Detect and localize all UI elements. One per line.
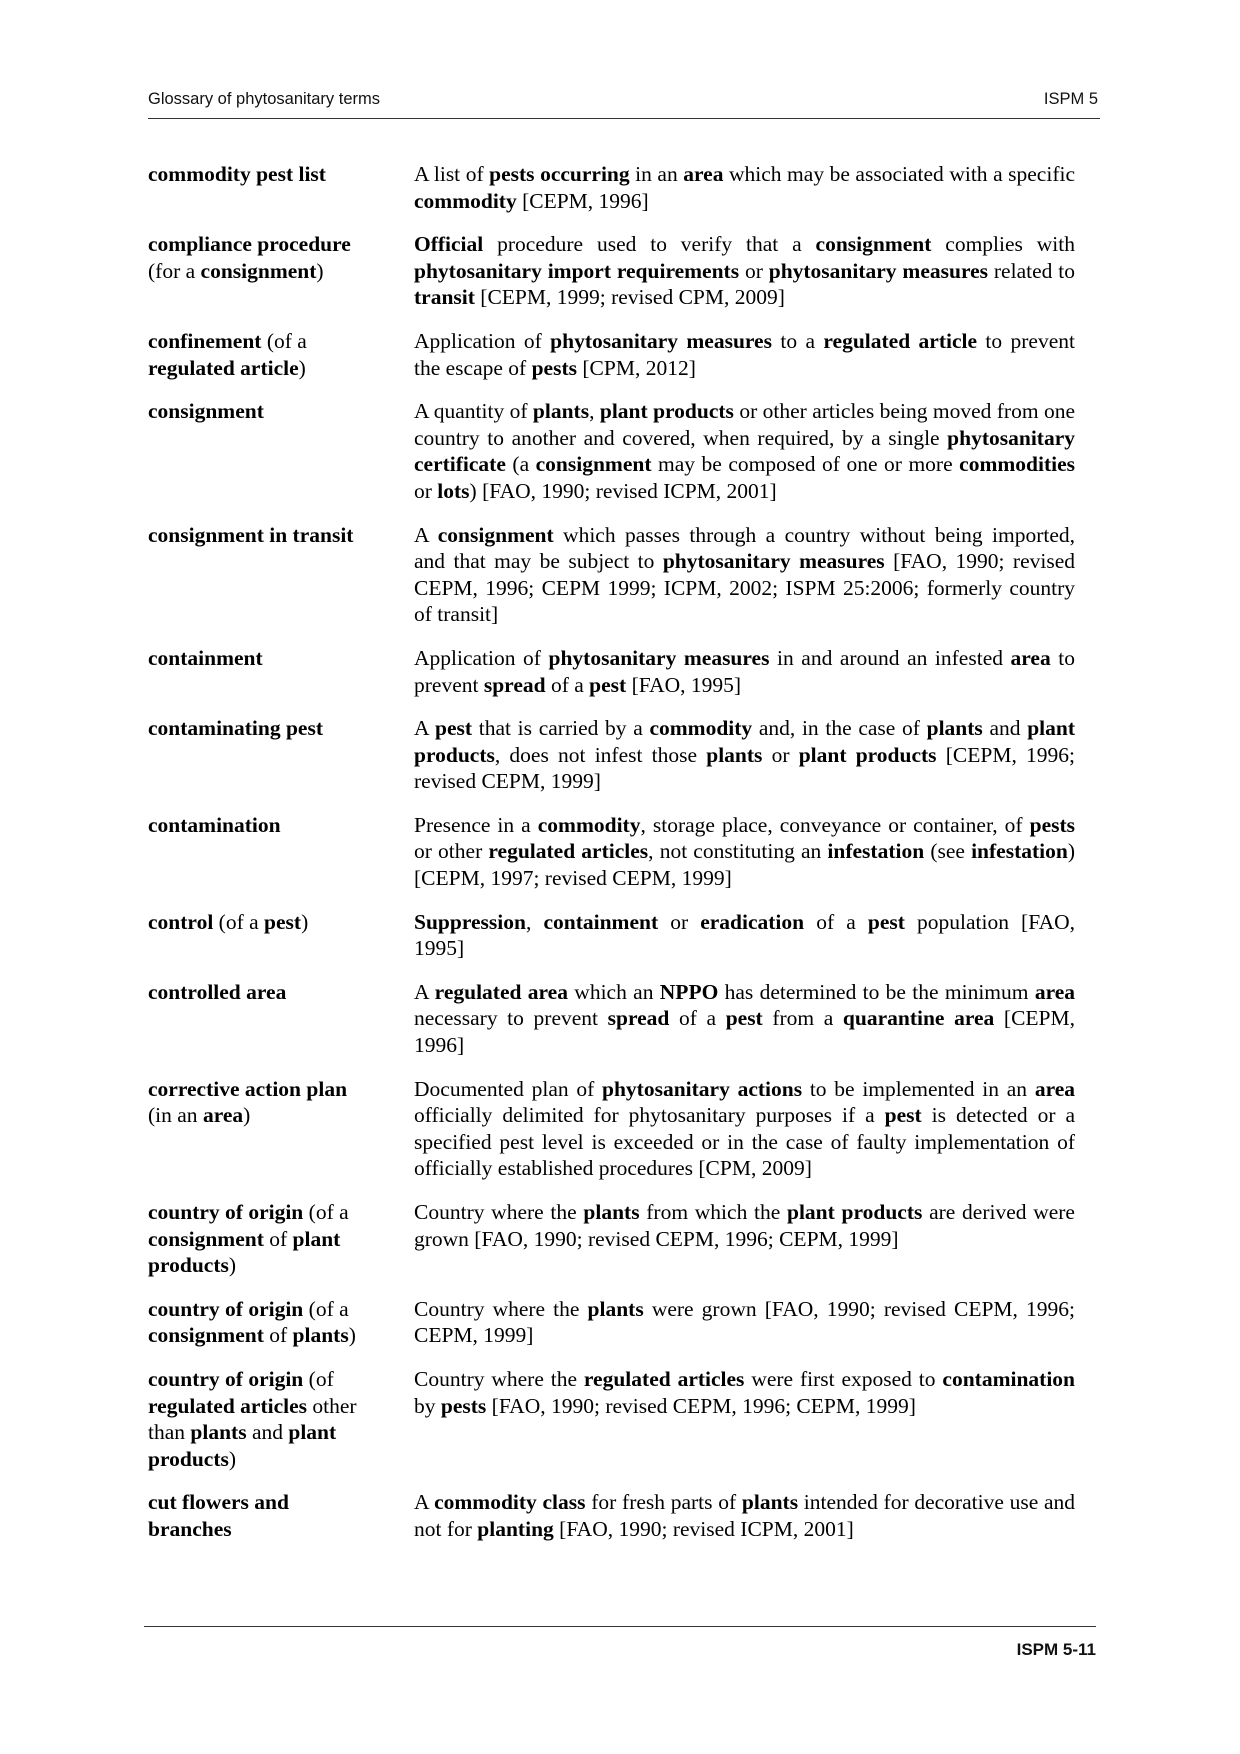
glossary-definition bbox=[414, 812, 1075, 892]
document-title: Glossary of phytosanitary terms bbox=[148, 90, 380, 108]
term-text: ) bbox=[298, 355, 306, 380]
definition-text: , bbox=[589, 399, 600, 424]
definition-text: which may be associated with a specific bbox=[723, 162, 1075, 186]
glossary-entry bbox=[148, 1489, 1075, 1542]
term-bold-text: products bbox=[148, 1446, 229, 1471]
term-bold-text: cut flowers and bbox=[148, 1490, 289, 1515]
glossary-entry bbox=[148, 231, 1075, 311]
definition-bold-text: plants bbox=[532, 399, 590, 424]
definition-text: [CPM, 2012] bbox=[577, 355, 696, 380]
term-text: ) bbox=[301, 909, 309, 934]
definition-text: A list of bbox=[414, 162, 490, 186]
glossary-entry bbox=[148, 328, 1075, 381]
term-bold-text: consignment bbox=[200, 258, 317, 283]
glossary-term bbox=[148, 1076, 414, 1182]
definition-text: to prevent the escape of bbox=[414, 328, 1075, 380]
definition-bold-text: eradication bbox=[700, 909, 805, 934]
definition-text: , not constituting an bbox=[648, 839, 828, 864]
definition-text: necessary to prevent bbox=[414, 1006, 608, 1031]
glossary-term bbox=[148, 1296, 414, 1349]
definition-text: for fresh parts of bbox=[585, 1490, 742, 1515]
definition-text: of a bbox=[669, 1006, 726, 1031]
glossary-term bbox=[148, 231, 414, 311]
definition-bold-text: plants bbox=[583, 1200, 640, 1224]
definition-text: Presence in a bbox=[414, 812, 538, 837]
definition-text: from a bbox=[762, 1006, 843, 1031]
definition-bold-text: spread bbox=[607, 1006, 670, 1031]
definition-text: officially delimited for phytosanitary purposes if a bbox=[414, 1103, 885, 1128]
definition-bold-text: plant products bbox=[599, 399, 734, 424]
glossary-term bbox=[148, 328, 414, 381]
glossary-definition bbox=[414, 522, 1075, 628]
definition-bold-text: area bbox=[1034, 979, 1076, 1004]
term-bold-text: products bbox=[148, 1253, 229, 1278]
definition-bold-text: plants bbox=[706, 742, 763, 767]
term-bold-text: country of origin bbox=[148, 1200, 304, 1224]
definition-text: of a bbox=[545, 672, 590, 697]
glossary-entry bbox=[148, 1296, 1075, 1349]
definition-bold-text: regulated area bbox=[434, 979, 568, 1004]
glossary-entry bbox=[148, 1366, 1075, 1472]
glossary-entry bbox=[148, 812, 1075, 892]
definition-text: [CEPM, 1996; revised CEPM, 1999] bbox=[414, 742, 1075, 794]
glossary-term bbox=[148, 161, 414, 214]
term-text: (of bbox=[303, 1366, 334, 1391]
definition-text: may be composed of one or more bbox=[651, 452, 960, 477]
definition-text: , bbox=[525, 909, 544, 934]
definition-text: Country where the bbox=[414, 1366, 584, 1391]
definition-bold-text: pest bbox=[725, 1006, 763, 1031]
glossary-term bbox=[148, 1199, 414, 1279]
definition-text: , does not infest those bbox=[494, 742, 707, 767]
glossary-entry bbox=[148, 1076, 1075, 1182]
definition-text: (see bbox=[924, 839, 972, 864]
definition-text: A quantity of bbox=[414, 399, 533, 424]
term-bold-text: branches bbox=[148, 1516, 232, 1541]
glossary-definition bbox=[414, 161, 1075, 214]
definition-bold-text: phytosanitary measures bbox=[662, 549, 885, 574]
term-bold-text: controlled area bbox=[148, 979, 287, 1004]
glossary-list bbox=[148, 161, 1075, 1560]
term-bold-text: pest bbox=[264, 909, 302, 934]
term-bold-text: containment bbox=[148, 645, 263, 670]
definition-text: to a bbox=[771, 328, 824, 353]
term-text: ) bbox=[228, 1446, 237, 1471]
definition-bold-text: phytosanitary import requirements bbox=[414, 258, 740, 283]
glossary-term bbox=[148, 979, 414, 1059]
term-bold-text: contamination bbox=[148, 812, 281, 837]
definition-text: [FAO, 1990; revised CEPM, 1996; CEPM 1999; ICPM, 2002; ISPM 25:2006; formerly country of transit] bbox=[414, 549, 1075, 627]
definition-bold-text: regulated article bbox=[823, 328, 978, 353]
definition-text: A bbox=[414, 522, 438, 547]
page-number: ISPM 5-11 bbox=[1016, 1640, 1096, 1659]
definition-text: to prevent bbox=[414, 645, 1075, 697]
definition-bold-text: pest bbox=[589, 672, 627, 697]
footer-rule bbox=[144, 1626, 1096, 1627]
definition-text: or bbox=[762, 742, 799, 767]
definition-text: [CEPM, 1999; revised CPM, 2009] bbox=[474, 285, 785, 310]
glossary-entry bbox=[148, 715, 1075, 795]
term-text: (of a bbox=[303, 1296, 349, 1321]
definition-text: procedure used to verify that a bbox=[483, 232, 816, 257]
definition-text: [CEPM, 1996] bbox=[516, 188, 649, 213]
definition-text: and, in the case of bbox=[752, 716, 927, 741]
definition-text: which an bbox=[567, 979, 660, 1004]
glossary-definition bbox=[414, 328, 1075, 381]
glossary-term bbox=[148, 398, 414, 504]
definition-bold-text: commodities bbox=[959, 452, 1075, 477]
definition-text: Application of bbox=[414, 328, 551, 353]
glossary-term bbox=[148, 812, 414, 892]
glossary-definition bbox=[414, 645, 1075, 698]
term-text: ) bbox=[228, 1253, 237, 1278]
term-bold-text: consignment in transit bbox=[148, 522, 354, 547]
term-bold-text: corrective action plan bbox=[148, 1076, 348, 1101]
term-text: other bbox=[307, 1393, 357, 1418]
definition-bold-text: commodity bbox=[414, 188, 517, 213]
definition-bold-text: phytosanitary measures bbox=[550, 328, 772, 353]
glossary-definition bbox=[414, 909, 1075, 962]
definition-bold-text: contamination bbox=[942, 1366, 1076, 1391]
definition-bold-text: plant products bbox=[798, 742, 937, 767]
definition-bold-text: infestation bbox=[971, 839, 1068, 864]
definition-bold-text: phytosanitary measures bbox=[548, 645, 770, 670]
definition-text: , storage place, conveyance or container, of bbox=[640, 812, 1030, 837]
definition-bold-text: plants bbox=[587, 1296, 644, 1321]
definition-text: ) [CEPM, 1997; revised CEPM, 1999] bbox=[414, 839, 1075, 891]
term-bold-text: commodity pest list bbox=[148, 162, 326, 186]
definition-text: [FAO, 1990; revised ICPM, 2001] bbox=[553, 1516, 854, 1541]
definition-bold-text: commodity bbox=[649, 716, 753, 741]
definition-bold-text: plant products bbox=[414, 716, 1076, 767]
definition-text: [FAO, 1990; revised CEPM, 1996; CEPM, 1999] bbox=[486, 1393, 916, 1418]
definition-text: A bbox=[414, 1490, 435, 1515]
glossary-definition bbox=[414, 1296, 1075, 1349]
definition-text: complies with bbox=[931, 232, 1075, 257]
term-text: (of a bbox=[213, 909, 265, 934]
definition-bold-text: consignment bbox=[437, 522, 554, 547]
glossary-entry bbox=[148, 909, 1075, 962]
term-bold-text: confinement bbox=[148, 328, 262, 353]
glossary-entry bbox=[148, 398, 1075, 504]
term-text: than bbox=[148, 1420, 191, 1445]
definition-bold-text: containment bbox=[543, 909, 659, 934]
definition-text: that is carried by a bbox=[472, 716, 650, 741]
term-text: (of a bbox=[303, 1200, 349, 1224]
definition-text: from which the bbox=[639, 1200, 787, 1224]
definition-text: or bbox=[414, 478, 438, 503]
definition-bold-text: phytosanitary measures bbox=[768, 258, 989, 283]
definition-text: population [FAO, 1995] bbox=[414, 909, 1076, 961]
definition-text: in an bbox=[629, 162, 684, 186]
definition-bold-text: pest bbox=[884, 1103, 922, 1128]
term-text: ) bbox=[348, 1323, 356, 1348]
definition-bold-text: NPPO bbox=[659, 979, 719, 1004]
definition-text: or other articles being moved from one country to another and covered, when required, by a single bbox=[414, 399, 1075, 450]
glossary-definition bbox=[414, 1199, 1075, 1279]
glossary-term bbox=[148, 1489, 414, 1542]
glossary-term bbox=[148, 522, 414, 628]
definition-text: Country where the bbox=[414, 1200, 584, 1224]
definition-bold-text: Suppression bbox=[414, 909, 526, 934]
definition-text: in and around an infested bbox=[769, 645, 1011, 670]
definition-text: of a bbox=[804, 909, 868, 934]
definition-text: is detected or a specified pest level is exceeded or in the case of faulty implementation of officially established procedures [CPM, 2009] bbox=[414, 1103, 1075, 1181]
definition-text: were grown [FAO, 1990; revised CEPM, 1996; CEPM, 1999] bbox=[414, 1296, 1075, 1348]
definition-bold-text: regulated articles bbox=[583, 1366, 745, 1391]
glossary-term bbox=[148, 715, 414, 795]
definition-text: which passes through a country without being imported, and that may be subject to bbox=[414, 522, 1076, 574]
definition-text: intended for decorative use and not for bbox=[414, 1490, 1076, 1541]
definition-bold-text: commodity bbox=[537, 812, 641, 837]
glossary-definition bbox=[414, 231, 1075, 311]
definition-bold-text: area bbox=[1034, 1076, 1076, 1101]
definition-text: or bbox=[658, 909, 701, 934]
definition-text: A bbox=[414, 979, 435, 1004]
glossary-definition bbox=[414, 1076, 1075, 1182]
glossary-entry bbox=[148, 645, 1075, 698]
glossary-entry bbox=[148, 1199, 1075, 1279]
term-text: (of a bbox=[261, 328, 307, 353]
definition-bold-text: area bbox=[1010, 645, 1051, 670]
definition-text: A bbox=[414, 716, 436, 741]
term-bold-text: regulated article bbox=[148, 355, 299, 380]
definition-text: related to bbox=[988, 258, 1075, 283]
definition-bold-text: lots bbox=[437, 478, 470, 503]
definition-text: or bbox=[739, 258, 769, 283]
definition-text: or other bbox=[414, 839, 489, 864]
term-text: (in an bbox=[148, 1103, 203, 1128]
definition-text: were first exposed to bbox=[744, 1366, 943, 1391]
definition-bold-text: pest bbox=[867, 909, 905, 934]
definition-text: has determined to be the minimum bbox=[718, 979, 1035, 1004]
term-bold-text: plant bbox=[288, 1420, 337, 1445]
definition-bold-text: plant products bbox=[787, 1200, 923, 1224]
definition-text: [CEPM, 1996] bbox=[414, 1006, 1075, 1058]
glossary-term bbox=[148, 1366, 414, 1472]
glossary-entry bbox=[148, 979, 1075, 1059]
definition-text: Country where the bbox=[414, 1296, 588, 1321]
definition-text: by bbox=[414, 1393, 441, 1418]
term-bold-text: regulated articles bbox=[148, 1393, 308, 1418]
definition-bold-text: infestation bbox=[827, 839, 925, 864]
definition-bold-text: pests bbox=[1029, 812, 1076, 837]
term-bold-text: consignment bbox=[148, 1323, 264, 1348]
definition-text: and bbox=[982, 716, 1028, 741]
definition-bold-text: planting bbox=[477, 1516, 554, 1541]
term-text: and bbox=[246, 1420, 289, 1445]
term-text: of bbox=[263, 1323, 293, 1348]
term-bold-text: area bbox=[202, 1103, 244, 1128]
glossary-definition bbox=[414, 715, 1075, 795]
definition-bold-text: regulated articles bbox=[488, 839, 649, 864]
term-bold-text: consignment bbox=[148, 1226, 264, 1251]
term-text: ) bbox=[243, 1103, 251, 1128]
definition-bold-text: spread bbox=[483, 672, 546, 697]
definition-bold-text: Official bbox=[414, 232, 484, 257]
term-bold-text: control bbox=[148, 909, 214, 934]
definition-text: [FAO, 1995] bbox=[626, 672, 742, 697]
definition-bold-text: pests bbox=[531, 355, 577, 380]
definition-text: Documented plan of bbox=[414, 1076, 602, 1101]
definition-bold-text: area bbox=[683, 162, 724, 186]
definition-bold-text: quarantine area bbox=[842, 1006, 995, 1031]
definition-bold-text: commodity class bbox=[434, 1490, 586, 1515]
term-text: ) bbox=[316, 258, 324, 283]
definition-bold-text: consignment bbox=[535, 452, 652, 477]
glossary-definition bbox=[414, 1489, 1075, 1542]
glossary-definition bbox=[414, 398, 1075, 504]
definition-text: (a bbox=[505, 452, 536, 477]
glossary-definition bbox=[414, 979, 1075, 1059]
definition-bold-text: consignment bbox=[815, 232, 932, 257]
glossary-entry bbox=[148, 161, 1075, 214]
term-text: (for a bbox=[148, 258, 201, 283]
definition-bold-text: transit bbox=[414, 285, 475, 310]
term-bold-text: consignment bbox=[148, 399, 264, 424]
term-bold-text: compliance procedure bbox=[148, 232, 351, 257]
definition-bold-text: pests bbox=[440, 1393, 487, 1418]
definition-bold-text: phytosanitary certificate bbox=[414, 425, 1075, 477]
definition-bold-text: plants bbox=[926, 716, 983, 741]
definition-bold-text: phytosanitary actions bbox=[602, 1076, 803, 1101]
glossary-term bbox=[148, 645, 414, 698]
term-bold-text: plant bbox=[292, 1226, 341, 1251]
definition-bold-text: pest bbox=[435, 716, 473, 741]
term-bold-text: country of origin bbox=[148, 1296, 304, 1321]
term-bold-text: country of origin bbox=[148, 1366, 304, 1391]
term-text: of bbox=[263, 1226, 293, 1251]
term-bold-text: contaminating pest bbox=[148, 716, 323, 741]
page-header bbox=[148, 88, 1100, 119]
definition-text: to be implemented in an bbox=[802, 1076, 1035, 1101]
glossary-term bbox=[148, 909, 414, 962]
definition-text: Application of bbox=[414, 645, 549, 670]
glossary-entry bbox=[148, 522, 1075, 628]
definition-bold-text: plants bbox=[741, 1490, 799, 1515]
definition-text: are derived were grown [FAO, 1990; revised CEPM, 1996; CEPM, 1999] bbox=[414, 1200, 1075, 1251]
definition-text: ) [FAO, 1990; revised ICPM, 2001] bbox=[469, 478, 777, 503]
document-id: ISPM 5 bbox=[1043, 90, 1098, 108]
definition-bold-text: pests occurring bbox=[489, 162, 630, 186]
term-bold-text: plants bbox=[292, 1323, 349, 1348]
glossary-definition bbox=[414, 1366, 1075, 1472]
term-bold-text: plants bbox=[190, 1420, 247, 1445]
